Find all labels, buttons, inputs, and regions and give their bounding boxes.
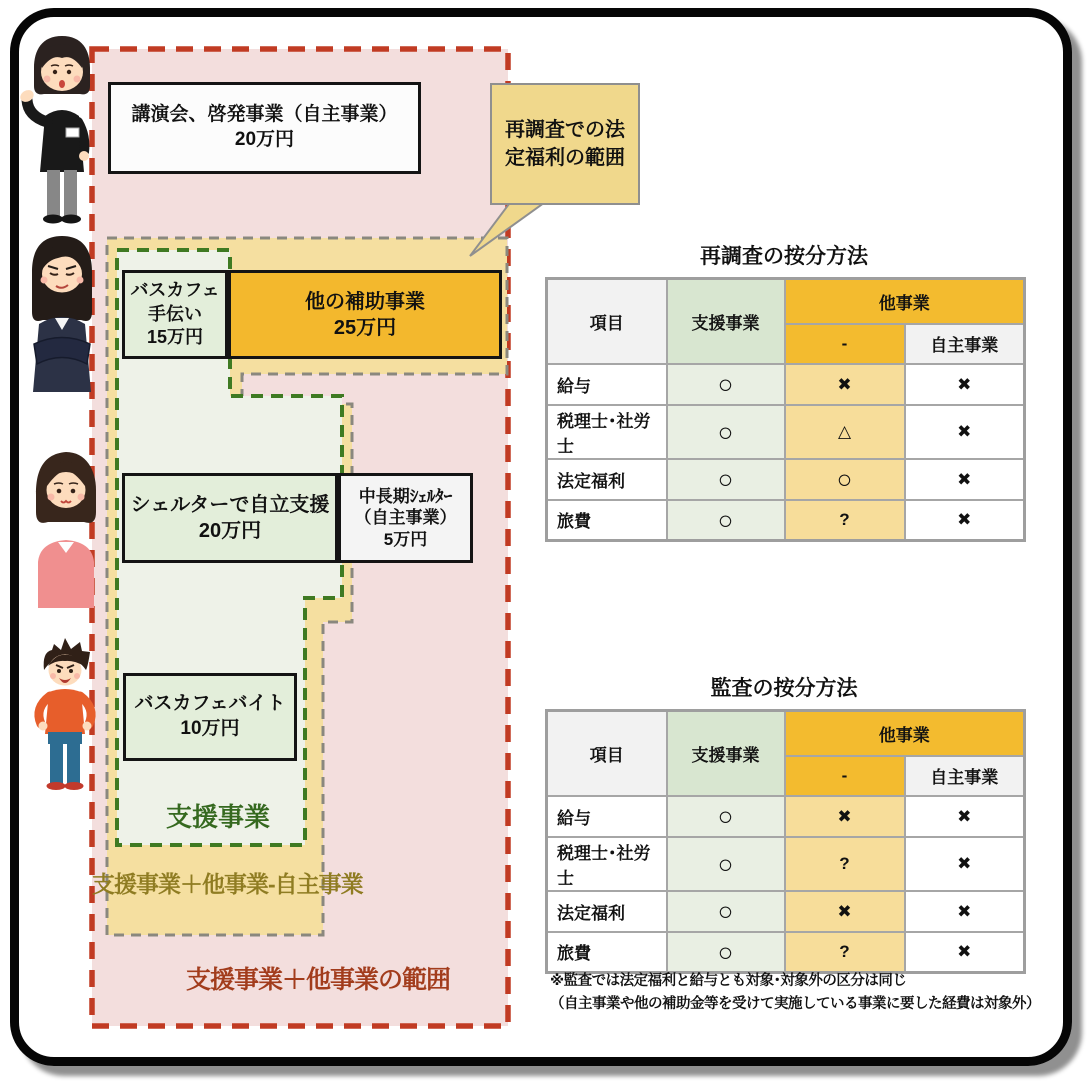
audit-table [545,709,1026,974]
row-label: 旅費 [547,500,667,541]
mark-cell: ○ [667,500,785,541]
shien-region-label: 支援事業 [165,802,270,832]
audit-footnote [550,970,1055,1016]
row-label: 給与 [547,364,667,405]
presenter-woman-illustration [14,30,110,232]
kouenkai-line1: 講演会、啓発事業（自主事業） [131,104,398,126]
buscafe-byte-line2: 10万円 [180,718,240,739]
kouenkai-line2: 20万円 [234,129,295,150]
other-subsidy-line2: 25万円 [333,316,397,339]
row-label: 法定福利 [547,459,667,500]
mark-cell: ○ [667,459,785,500]
header-jishu: 自主事業 [905,756,1025,796]
table-row [547,405,1025,459]
table-row [547,364,1025,405]
header-other-business: 他事業 [785,711,1025,756]
mark-cell: ✖ [905,459,1025,500]
header-item: 項目 [547,279,667,364]
header-shien: 支援事業 [667,279,785,364]
mark-cell: ○ [667,405,785,459]
mixed-region-label: 支援事業＋他事業-自主事業 [92,871,363,897]
buscafe-byte-line1: バスカフェバイト [134,693,286,715]
table-row [547,891,1025,932]
legal-welfare-bubble [490,83,640,205]
other-subsidy-box [228,270,502,359]
pink-woman-illustration [20,450,112,608]
row-label: 法定福利 [547,891,667,932]
mark-cell: ○ [667,364,785,405]
mark-cell: ○ [667,837,785,891]
shelter-support-box [122,473,338,563]
buscafe-help-box [122,270,228,359]
row-label: 給与 [547,796,667,837]
kouenkai-box [108,82,421,174]
table-row [547,932,1025,973]
reinspection-table-title: 再調査の按分方法 [700,245,868,268]
header-jishu: 自主事業 [905,324,1025,364]
buscafe-help-line2: 手伝い [148,303,202,324]
audit-table-title: 監査の按分方法 [710,677,858,700]
header-shien: 支援事業 [667,711,785,796]
mark-cell: ✖ [905,837,1025,891]
mark-cell: ✖ [785,364,905,405]
table-row [547,796,1025,837]
table-row [547,500,1025,541]
midterm-shelter-box [338,473,473,563]
mark-cell: ✖ [905,891,1025,932]
row-label: 旅費 [547,932,667,973]
other-subsidy-line1: 他の補助事業 [305,290,425,313]
shelter-support-line2: 20万円 [198,520,262,542]
row-label: 税理士･社労士 [547,405,667,459]
mark-cell: ✖ [785,796,905,837]
reinspection-table [545,277,1026,542]
range-region-label: 支援事業＋他事業の範囲 [185,966,450,994]
mark-cell: ○ [785,459,905,500]
crossed-arms-woman-illustration [12,232,112,404]
buscafe-help-line1: バスカフェ [130,280,220,301]
row-label: 税理士･社労士 [547,837,667,891]
buscafe-help-line3: 15万円 [146,327,204,348]
header-other-business: 他事業 [785,279,1025,324]
header-item: 項目 [547,711,667,796]
mark-cell: ✖ [905,405,1025,459]
table-row [547,459,1025,500]
mark-cell: ○ [667,932,785,973]
header-dash: - [785,756,905,796]
audit-header-row-1 [547,711,1025,756]
table-row [547,837,1025,891]
midterm-shelter-line2: （自主事業） [354,508,457,528]
mark-cell: ? [785,837,905,891]
mark-cell: ? [785,932,905,973]
mark-cell: △ [785,405,905,459]
mark-cell: ○ [667,891,785,932]
midterm-shelter-line1: 中長期ｼｪﾙﾀｰ [358,487,453,507]
bubble-text: 再調査での法定福利の範囲 [505,119,625,169]
shelter-support-line1: シェルターで自立支援 [130,494,330,516]
mark-cell: ? [785,500,905,541]
footnote-line1: ※監査では法定福利と給与とも対象･対象外の区分は同じ [550,973,907,989]
header-dash: - [785,324,905,364]
buscafe-byte-box [123,673,297,761]
mark-cell: ✖ [785,891,905,932]
midterm-shelter-line3: 5万円 [383,529,428,549]
mark-cell: ○ [667,796,785,837]
mark-cell: ✖ [905,364,1025,405]
mark-cell: ✖ [905,500,1025,541]
mark-cell: ✖ [905,932,1025,973]
reinspection-header-row-1 [547,279,1025,324]
footnote-line2: （自主事業や他の補助金等を受けて実施している事業に要した経費は対象外） [550,996,1040,1013]
mark-cell: ✖ [905,796,1025,837]
angry-boy-illustration [28,636,102,804]
